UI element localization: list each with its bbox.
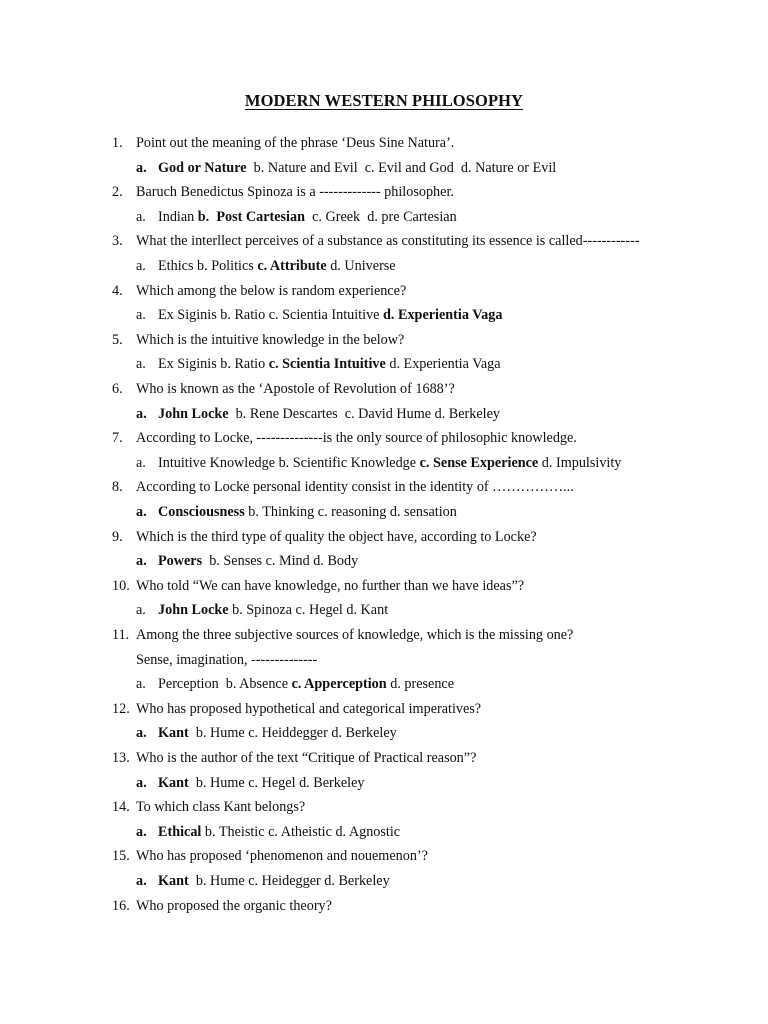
- option-segment: b. Hume c. Hegel d. Berkeley: [188, 774, 365, 791]
- question-number: 8.: [112, 479, 123, 496]
- correct-answer: b. Post Cartesian: [197, 208, 305, 225]
- question-line: [0, 624, 760, 646]
- correct-answer: Powers: [158, 553, 203, 570]
- correct-answer: c. Scientia Intuitive: [268, 356, 386, 373]
- answer-options: [0, 206, 760, 228]
- question-text: Who proposed the organic theory?: [136, 897, 332, 914]
- option-text: [158, 403, 500, 425]
- question-number: 14.: [112, 799, 130, 816]
- option-segment: Ex Siginis b. Ratio c. Scientia Intuitive: [158, 307, 384, 324]
- question-text: Who told “We can have knowledge, no further than we have ideas”?: [136, 577, 525, 594]
- answer-options: [0, 722, 760, 744]
- question-text: According to Locke, --------------is the only source of philosophic knowledge.: [136, 430, 577, 447]
- question-text: Who is the author of the text “Critique of Practical reason”?: [136, 750, 477, 766]
- correct-answer: Ethical: [158, 823, 202, 840]
- correct-answer: Kant: [158, 873, 189, 889]
- option-segment: d. Impulsivity: [538, 454, 622, 471]
- question-line: [0, 378, 760, 400]
- option-text: [158, 206, 457, 228]
- option-text: [158, 550, 358, 572]
- question-number: 13.: [112, 750, 130, 766]
- option-segment: b. Rene Descartes c. David Hume d. Berkeley: [228, 405, 501, 422]
- option-segment: c. Greek d. pre Cartesian: [305, 208, 457, 225]
- question-number: 9.: [112, 528, 123, 545]
- correct-answer: John Locke: [158, 602, 229, 619]
- question-text: Which among the below is random experience?: [136, 282, 407, 299]
- option-letter: a.: [136, 873, 147, 889]
- option-text: [158, 772, 364, 794]
- option-text: [158, 599, 388, 621]
- answer-options: [0, 157, 760, 179]
- question-text: Which is the intuitive knowledge in the below?: [136, 331, 405, 348]
- question-text: Sense, imagination, --------------: [136, 651, 318, 668]
- option-segment: b. Senses c. Mind d. Body: [202, 553, 359, 570]
- option-text: [158, 501, 457, 523]
- question-line: [0, 476, 760, 498]
- answer-options: [0, 452, 760, 474]
- correct-answer: c. Sense Experience: [419, 454, 539, 471]
- option-segment: d. presence: [386, 676, 455, 693]
- option-text: [158, 304, 502, 326]
- answer-options: [0, 599, 760, 621]
- question-line: [0, 329, 760, 351]
- question-line: [0, 747, 760, 769]
- option-text: [158, 157, 556, 179]
- question-line: [0, 132, 760, 154]
- option-letter: a.: [136, 774, 147, 791]
- option-letter: a.: [136, 454, 146, 471]
- answer-options: [0, 772, 760, 794]
- question-text: Which is the third type of quality the object have, according to Locke?: [136, 528, 537, 545]
- option-segment: Perception b. Absence: [158, 676, 292, 693]
- answer-options: [0, 304, 760, 326]
- question-text: Among the three subjective sources of knowledge, which is the missing one?: [136, 627, 574, 643]
- option-segment: d. Universe: [326, 258, 396, 274]
- option-segment: Intuitive Knowledge b. Scientific Knowledge: [158, 454, 420, 471]
- option-segment: Ex Siginis b. Ratio: [158, 356, 269, 373]
- question-number: 10.: [112, 577, 130, 594]
- option-segment: b. Theistic c. Atheistic d. Agnostic: [201, 823, 401, 840]
- option-segment: b. Hume c. Heiddegger d. Berkeley: [188, 725, 397, 742]
- option-letter: a.: [136, 405, 147, 422]
- question-text: What the interllect perceives of a substance as constituting its essence is called------------: [136, 233, 640, 250]
- option-segment: b. Spinoza c. Hegel d. Kant: [228, 602, 389, 619]
- correct-answer: c. Apperception: [291, 676, 387, 693]
- question-text: Who is known as the ‘Apostole of Revolution of 1688’?: [136, 381, 455, 397]
- option-letter: a.: [136, 504, 147, 520]
- question-number: 11.: [112, 627, 130, 643]
- option-segment: d. Experientia Vaga: [385, 356, 501, 373]
- option-letter: a.: [136, 725, 147, 742]
- question-number: 2.: [112, 184, 123, 201]
- correct-answer: John Locke: [158, 405, 229, 422]
- option-segment: b. Thinking c. reasoning d. sensation: [244, 504, 457, 520]
- option-letter: a.: [136, 208, 146, 225]
- correct-answer: Kant: [158, 774, 189, 791]
- answer-options: [0, 501, 760, 523]
- option-letter: a.: [136, 602, 146, 619]
- question-line: [0, 280, 760, 302]
- question-line: [0, 895, 760, 917]
- option-letter: a.: [136, 553, 147, 570]
- question-number: 12.: [112, 700, 130, 717]
- option-text: [158, 255, 396, 277]
- question-number: 15.: [112, 848, 130, 865]
- question-number: 1.: [112, 135, 123, 151]
- question-number: 6.: [112, 381, 123, 397]
- question-text: Baruch Benedictus Spinoza is a ------------- philosopher.: [136, 184, 454, 201]
- question-text: According to Locke personal identity consist in the identity of ……………...: [136, 479, 574, 496]
- correct-answer: God or Nature: [158, 159, 247, 176]
- question-text: Who has proposed ‘phenomenon and nouemenon’?: [136, 848, 428, 865]
- answer-options: [0, 821, 760, 843]
- option-segment: b. Nature and Evil c. Evil and God d. Nature or Evil: [246, 159, 557, 176]
- option-letter: a.: [136, 307, 146, 324]
- correct-answer: Kant: [158, 725, 189, 742]
- answer-options: [0, 870, 760, 892]
- option-text: [158, 722, 397, 744]
- answer-options: [0, 255, 760, 277]
- question-line: [0, 845, 760, 867]
- question-line: [0, 181, 760, 203]
- option-segment: b. Hume c. Heidegger d. Berkeley: [188, 873, 390, 889]
- question-line: [0, 427, 760, 449]
- question-line: [0, 526, 760, 548]
- correct-answer: Consciousness: [158, 504, 245, 520]
- question-line: [0, 575, 760, 597]
- option-segment: Indian: [158, 208, 198, 225]
- question-number: 4.: [112, 282, 123, 299]
- page-title: MODERN WESTERN PHILOSOPHY: [244, 91, 524, 110]
- answer-options: [0, 353, 760, 375]
- option-letter: a.: [136, 823, 147, 840]
- option-text: [158, 821, 400, 843]
- option-text: [158, 353, 501, 375]
- option-letter: a.: [136, 159, 147, 176]
- question-number: 5.: [112, 331, 123, 348]
- answer-options: [0, 550, 760, 572]
- option-letter: a.: [136, 676, 146, 693]
- option-letter: a.: [136, 356, 146, 373]
- option-text: [158, 870, 390, 892]
- question-line: [0, 230, 760, 252]
- question-line: [0, 796, 760, 818]
- question-line: [0, 698, 760, 720]
- answer-options: [0, 673, 760, 695]
- question-number: 7.: [112, 430, 123, 447]
- option-letter: a.: [136, 258, 146, 274]
- question-number: 3.: [112, 233, 123, 250]
- question-text: Point out the meaning of the phrase ‘Deus Sine Natura’.: [136, 135, 455, 151]
- question-continuation: [0, 649, 760, 671]
- question-number: 16.: [112, 897, 130, 914]
- option-text: [158, 452, 621, 474]
- correct-answer: c. Attribute: [257, 258, 327, 274]
- answer-options: [0, 403, 760, 425]
- correct-answer: d. Experientia Vaga: [383, 307, 503, 324]
- question-text: To which class Kant belongs?: [136, 799, 306, 816]
- option-segment: Ethics b. Politics: [158, 258, 258, 274]
- question-text: Who has proposed hypothetical and categorical imperatives?: [136, 700, 482, 717]
- option-text: [158, 673, 454, 695]
